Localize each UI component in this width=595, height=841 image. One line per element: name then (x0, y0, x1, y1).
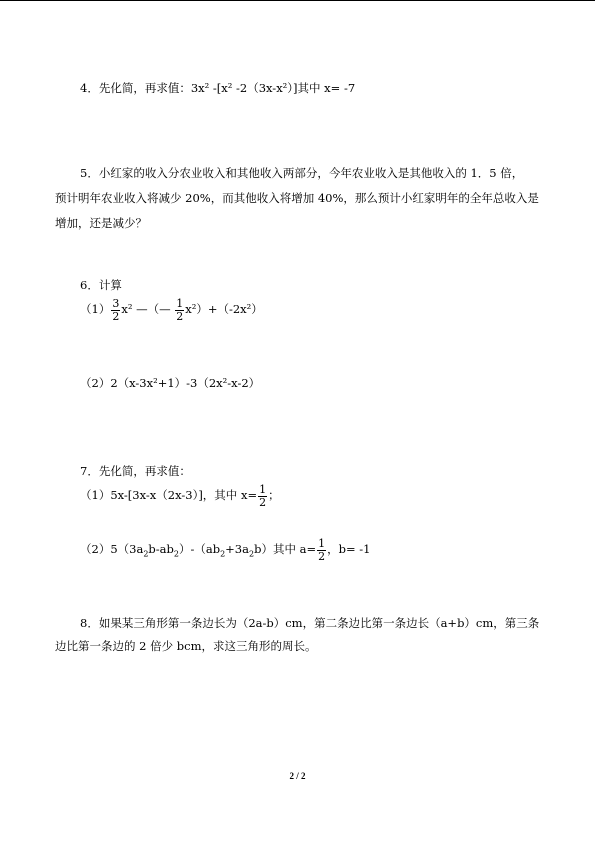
expression-seg: +3a (225, 542, 249, 556)
fraction-three-halves (111, 298, 120, 323)
question-6-part-1 (80, 296, 263, 323)
expression-seg: b-ab (148, 542, 174, 556)
fraction-denominator: 2 (259, 495, 267, 509)
question-4 (80, 81, 355, 95)
expression-seg: b）其中 a= (254, 542, 317, 556)
expression-text: （1）5x-[3x-x（2x-3）]，其中 x= (80, 488, 258, 502)
top-border (0, 0, 595, 1)
question-7-heading: 7．先化简，再求值： (80, 464, 191, 478)
fraction-numerator: 1 (318, 536, 326, 550)
fraction-denominator: 2 (176, 309, 184, 323)
question-6-part-2: （2）2（x-3x²+1）-3（2x²-x-2） (80, 376, 261, 390)
expression-seg: ）-（ab (178, 542, 221, 556)
expression-end: ，b= -1 (327, 542, 371, 556)
question-6-heading: 6．计算 (80, 278, 122, 292)
question-7-part-2 (80, 536, 370, 563)
question-8-line-1: 8．如果某三角形第一条边长为（2a-b）cm，第二条边比第一条边长（a+b）cm，第三条 (80, 616, 540, 630)
fraction-denominator: 2 (318, 549, 326, 563)
fraction-numerator: 1 (259, 482, 267, 496)
subscript: 2 (143, 549, 149, 559)
question-5-line-2: 预计明年农业收入将减少 20%，而其他收入将增加 40%，那么预计小红家明年的全年总收入是 (55, 191, 539, 205)
expression-end: ； (268, 488, 280, 502)
fraction-one-half (258, 484, 267, 509)
part-label: （1） (80, 302, 111, 316)
question-8-line-2: 边比第一条边的 2 倍少 bcm，求这三角形的周长。 (55, 639, 317, 653)
question-7-part-1 (80, 482, 280, 509)
fraction-numerator: 1 (176, 296, 184, 310)
question-5-line-1: 5．小红家的收入分农业收入和其他收入两部分，今年农业收入是其他收入的 1．5 倍， (80, 166, 524, 180)
subscript: 2 (248, 549, 255, 559)
question-4-text: 4．先化简，再求值：3x² -[x² -2（3x-x²）]其中 x= -7 (80, 81, 356, 95)
question-5-line-3: 增加，还是减少？ (55, 216, 147, 230)
fraction-one-half (175, 298, 184, 323)
subscript: 2 (173, 549, 179, 559)
expression-seg: （2）5（3a (80, 542, 144, 556)
subscript: 2 (220, 549, 226, 559)
fraction-one-half (317, 538, 326, 563)
fraction-numerator: 3 (112, 296, 120, 310)
fraction-denominator: 2 (112, 309, 120, 323)
expression-end: x²）+（-2x²） (185, 302, 263, 316)
page-number: 2 / 2 (289, 771, 306, 781)
expression-middle: x² —（— (121, 302, 171, 316)
